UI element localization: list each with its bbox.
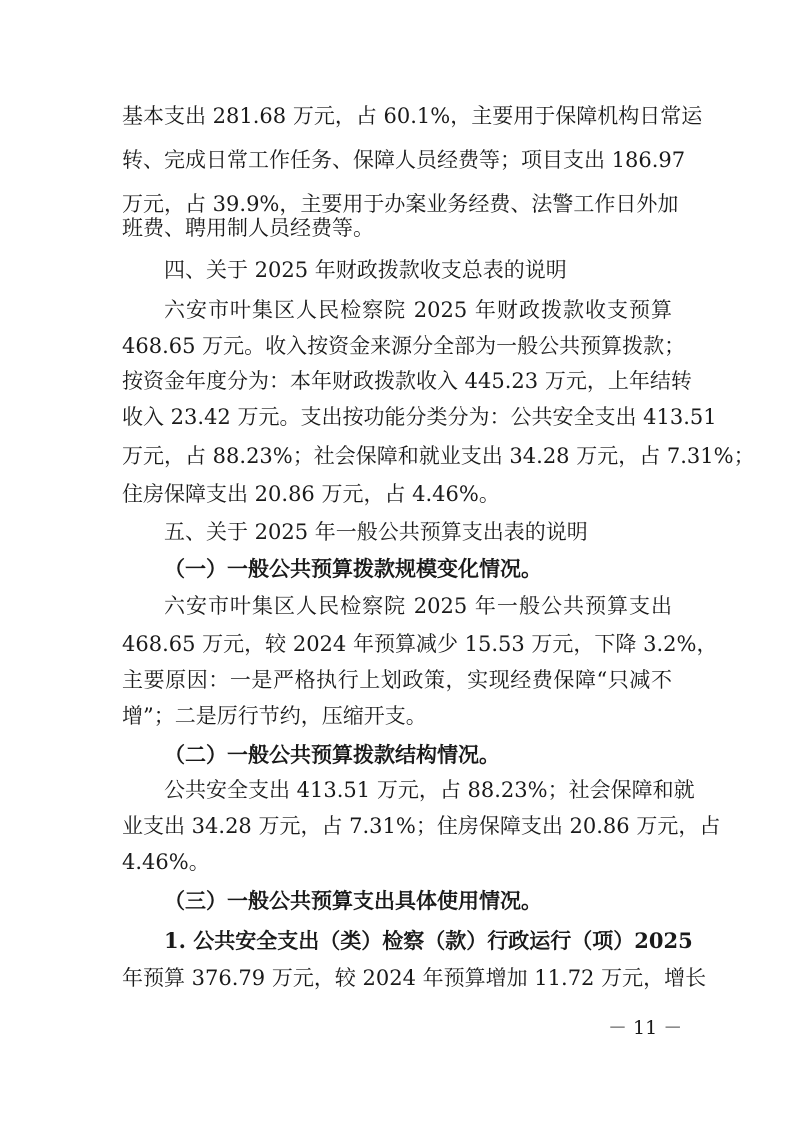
paragraph-line-9: 收入 23.42 万元。支出按功能分类分为：公共安全支出 413.51 [122,405,717,429]
paragraph-line-11: 住房保障支出 20.86 万元，占 4.46%。 [122,482,500,506]
paragraph-line-1: 基本支出 281.68 万元，占 60.1%，主要用于保障机构日常运 [122,104,703,128]
paragraph-line-3: 万元，占 39.9%，主要用于办案业务经费、法警工作日外加 [122,192,679,216]
subsection-heading-3: （三）一般公共预算支出具体使用情况。 [164,888,542,913]
paragraph-line-8: 按资金年度分为：本年财政拨款收入 445.23 万元，上年结转 [122,369,692,393]
paragraph-line-15: 468.65 万元，较 2024 年预算减少 15.53 万元，下降 3.2%， [122,632,718,656]
subsection-heading-1: （一）一般公共预算拨款规模变化情况。 [164,556,542,581]
paragraph-line-21: 4.46%。 [122,850,210,874]
paragraph-line-4: 班费、聘用制人员经费等。 [122,216,374,240]
paragraph-line-23: 1. 公共安全支出（类）检察（款）行政运行（项）2025 [164,928,693,953]
page-number: － 11 － [608,1017,683,1039]
paragraph-line-16: 主要原因：一是严格执行上划政策，实现经费保障“只减不 [122,668,672,692]
paragraph-line-2: 转、完成日常工作任务、保障人员经费等；项目支出 186.97 [122,148,686,172]
paragraph-line-10: 万元，占 88.23%；社会保障和就业支出 34.28 万元，占 7.31%； [122,444,755,468]
paragraph-line-6: 六安市叶集区人民检察院 2025 年财政拨款收支预算 [164,298,672,322]
paragraph-line-7: 468.65 万元。收入按资金来源分全部为一般公共预算拨款； [122,334,686,358]
paragraph-line-17: 增”；二是厉行节约，压缩开支。 [122,704,427,728]
paragraph-line-24: 年预算 376.79 万元，较 2024 年预算增加 11.72 万元，增长 [122,966,707,990]
subsection-heading-2: （二）一般公共预算拨款结构情况。 [164,742,500,767]
paragraph-line-14: 六安市叶集区人民检察院 2025 年一般公共预算支出 [164,594,672,618]
section-heading-5: 五、关于 2025 年一般公共预算支出表的说明 [164,520,588,544]
paragraph-line-19: 公共安全支出 413.51 万元，占 88.23%；社会保障和就 [164,778,695,802]
section-heading-4: 四、关于 2025 年财政拨款收支总表的说明 [164,258,567,282]
paragraph-line-20: 业支出 34.28 万元，占 7.31%；住房保障支出 20.86 万元，占 [122,814,721,838]
